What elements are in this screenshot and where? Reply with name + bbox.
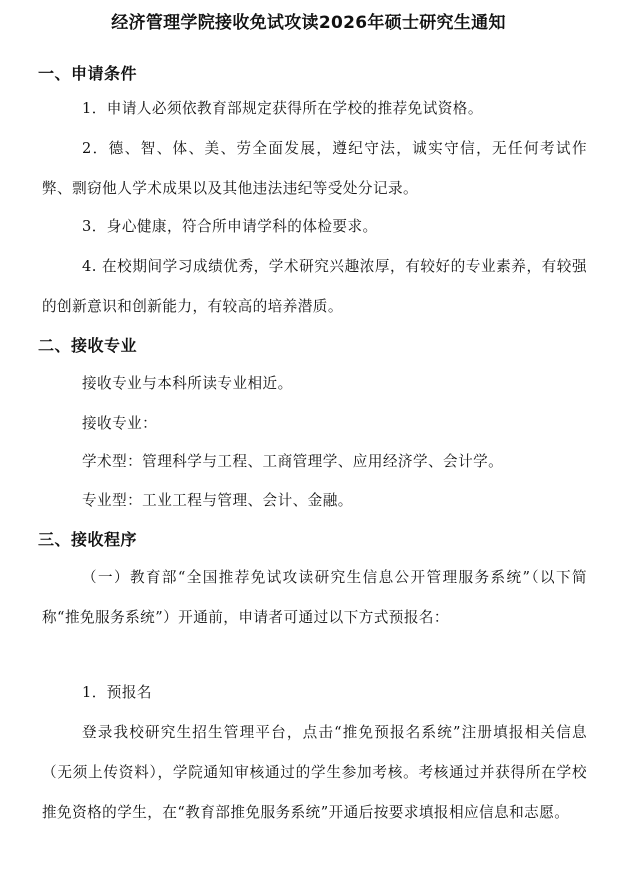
academic-majors: 学术型：管理科学与工程、工商管理学、应用经济学、会计学。 <box>82 453 504 470</box>
requirement-4: 4. 在校期间学习成绩优秀，学术研究兴趣浓厚，有较好的专业素养，有较强的创新意识和创新能力，有较高的培养潜质。 <box>42 258 587 315</box>
procedure-intro: （一）教育部“全国推荐免试攻读研究生信息公开管理服务系统”（以下简称“推免服务系统”）开通前，申请者可通过以下方式预报名： <box>42 569 587 626</box>
requirement-1: 1．申请人必须依教育部规定获得所在学校的推荐免试资格。 <box>82 100 483 117</box>
majors-intro: 接收专业与本科所读专业相近。 <box>82 375 293 392</box>
section-heading-procedure: 三、接收程序 <box>38 530 138 549</box>
section-heading-majors: 二、接收专业 <box>38 336 138 355</box>
section-heading-requirements: 一、申请条件 <box>38 64 138 83</box>
pre-registration-details: 登录我校研究生招生管理平台，点击“推免预报名系统”注册填报相关信息（无须上传资料），学院通知审核通过的学生参加考核。考核通过并获得所在学校推免资格的学生，在“教育部推免服务系统”开通后按要求填报相应信息和志愿。 <box>42 724 587 821</box>
requirement-3: 3．身心健康，符合所申请学科的体检要求。 <box>82 218 378 235</box>
professional-majors: 专业型：工业工程与管理、会计、金融。 <box>82 492 353 509</box>
pre-registration-heading: 1．预报名 <box>82 684 152 701</box>
majors-label: 接收专业： <box>82 415 158 432</box>
requirement-2: 2．德、智、体、美、劳全面发展，遵纪守法，诚实守信，无任何考试作弊、剽窃他人学术成果以及其他违法违纪等受处分记录。 <box>42 140 587 197</box>
document-title: 经济管理学院接收免试攻读2026年硕士研究生通知 <box>111 13 506 33</box>
